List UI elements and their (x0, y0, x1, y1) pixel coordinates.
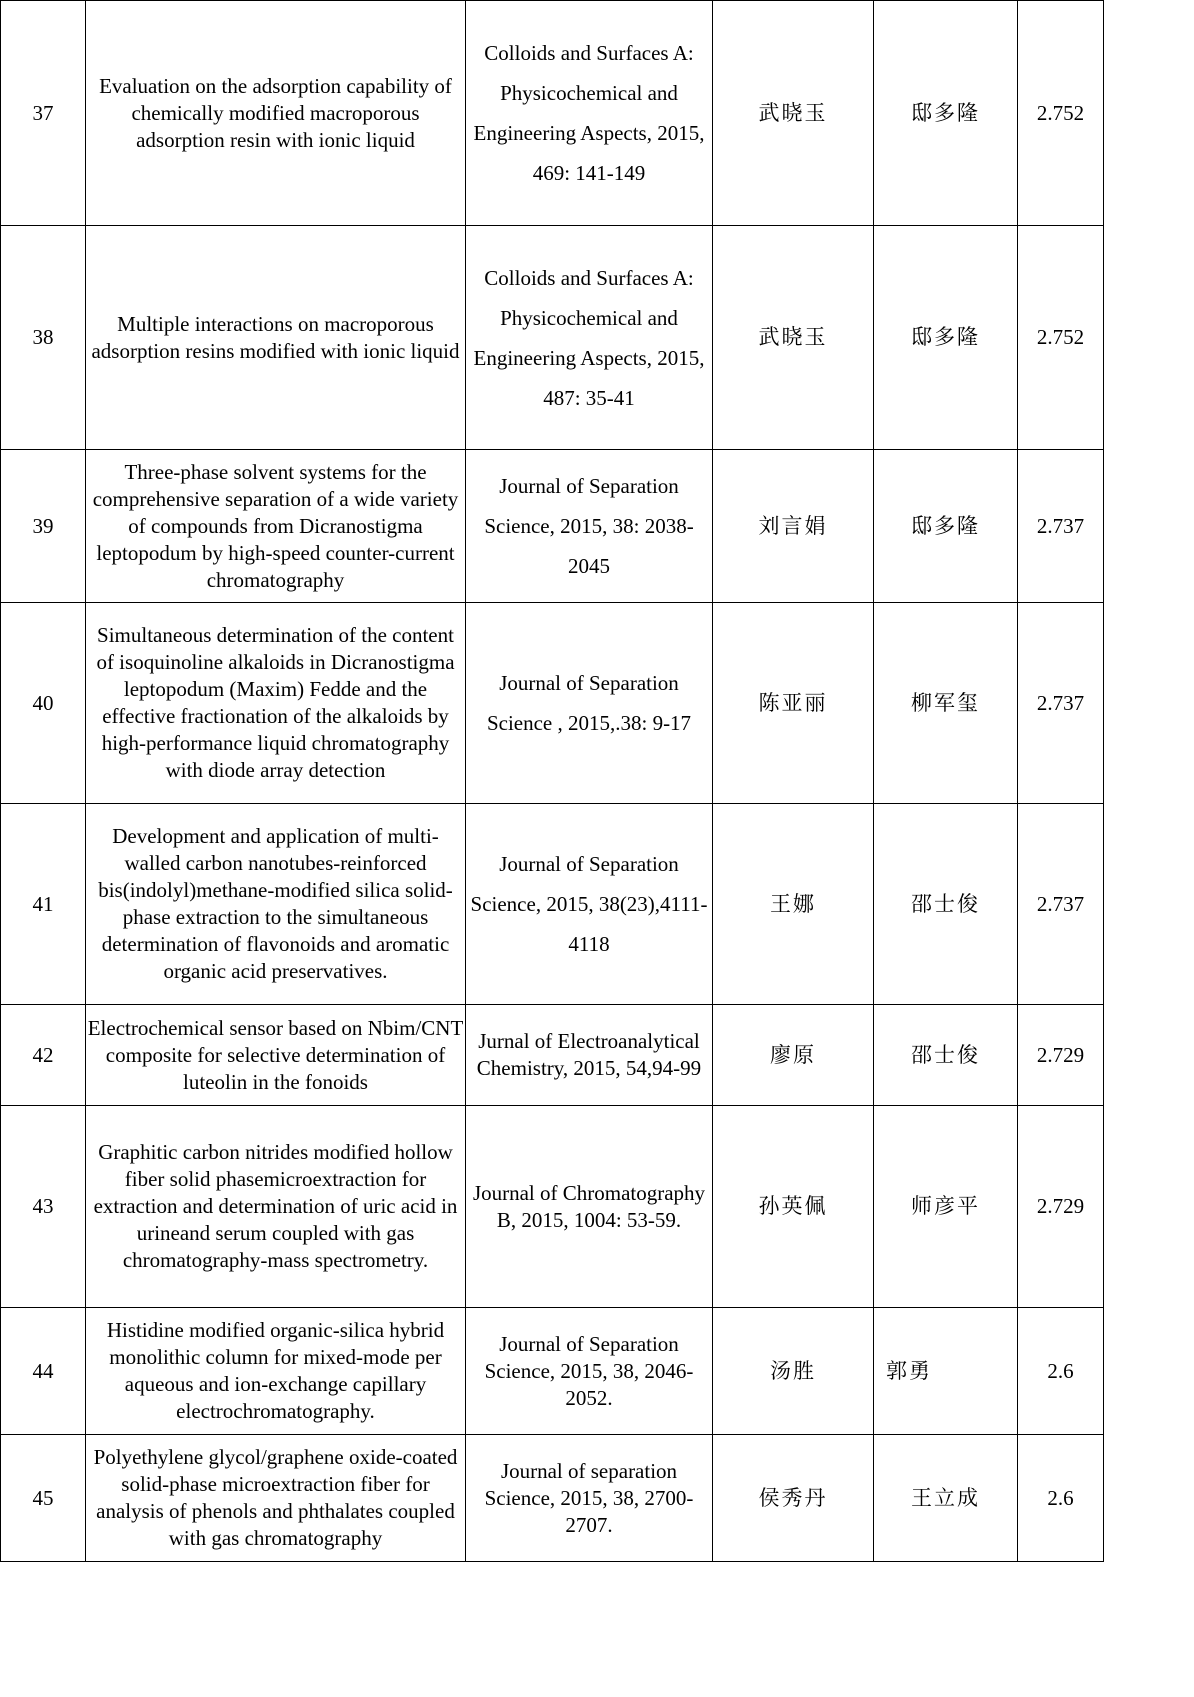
corresponding-author: 邵士俊 (874, 804, 1018, 1005)
corresponding-author: 邸多隆 (874, 1, 1018, 226)
corresponding-author: 邸多隆 (874, 226, 1018, 450)
table-row (1, 226, 1104, 450)
corresponding-author: 王立成 (874, 1435, 1018, 1562)
first-author: 王娜 (713, 804, 874, 1005)
journal-citation: Journal of Separation Science, 2015, 38(23),4111-4118 (466, 804, 713, 1005)
journal-citation: Journal of Chromatography B, 2015, 1004: 53-59. (466, 1106, 713, 1308)
journal-citation: Colloids and Surfaces A: Physicochemical and Engineering Aspects, 2015, 469: 141-149 (466, 1, 713, 226)
first-author: 孙英佩 (713, 1106, 874, 1308)
table-row (1, 1435, 1104, 1562)
corresponding-author: 邵士俊 (874, 1005, 1018, 1106)
impact-factor: 2.752 (1018, 226, 1104, 450)
impact-factor: 2.737 (1018, 450, 1104, 603)
row-number: 45 (1, 1435, 86, 1562)
journal-citation: Jurnal of Electroanalytical Chemistry, 2015, 54,94-99 (466, 1005, 713, 1106)
paper-title: Polyethylene glycol/graphene oxide-coated solid-phase microextraction fiber for analysis of phenols and phthalates coupled with gas chromatography (86, 1435, 466, 1562)
impact-factor: 2.737 (1018, 804, 1104, 1005)
paper-title: Evaluation on the adsorption capability of chemically modified macroporous adsorption resin with ionic liquid (86, 1, 466, 226)
table-row (1, 1, 1104, 226)
first-author: 陈亚丽 (713, 603, 874, 804)
row-number: 44 (1, 1308, 86, 1435)
corresponding-author: 柳军玺 (874, 603, 1018, 804)
corresponding-author: 邸多隆 (874, 450, 1018, 603)
table-row (1, 603, 1104, 804)
journal-citation: Journal of Separation Science, 2015, 38: 2038-2045 (466, 450, 713, 603)
impact-factor: 2.729 (1018, 1106, 1104, 1308)
impact-factor: 2.6 (1018, 1435, 1104, 1562)
first-author: 侯秀丹 (713, 1435, 874, 1562)
journal-citation: Journal of Separation Science , 2015,.38: 9-17 (466, 603, 713, 804)
paper-title: Three-phase solvent systems for the comprehensive separation of a wide variety of compounds from Dicranostigma leptopodum by high-speed counter-current chromatography (86, 450, 466, 603)
corresponding-author: 郭勇 (874, 1308, 1018, 1435)
table-row (1, 450, 1104, 603)
row-number: 39 (1, 450, 86, 603)
journal-citation: Colloids and Surfaces A: Physicochemical and Engineering Aspects, 2015, 487: 35-41 (466, 226, 713, 450)
paper-title: Graphitic carbon nitrides modified hollow fiber solid phasemicroextraction for extraction and determination of uric acid in urineand serum coupled with gas chromatography-mass spectrometry. (86, 1106, 466, 1308)
first-author: 武晓玉 (713, 1, 874, 226)
row-number: 40 (1, 603, 86, 804)
paper-title: Simultaneous determination of the content of isoquinoline alkaloids in Dicranostigma leptopodum (Maxim) Fedde and the effective fractionation of the alkaloids by high-performance liquid chromatography with diode array detection (86, 603, 466, 804)
row-number: 38 (1, 226, 86, 450)
row-number: 41 (1, 804, 86, 1005)
paper-title: Multiple interactions on macroporous adsorption resins modified with ionic liquid (86, 226, 466, 450)
impact-factor: 2.737 (1018, 603, 1104, 804)
journal-citation: Journal of separation Science, 2015, 38, 2700-2707. (466, 1435, 713, 1562)
paper-title: Histidine modified organic-silica hybrid monolithic column for mixed-mode per aqueous and ion-exchange capillary electrochromatography. (86, 1308, 466, 1435)
impact-factor: 2.729 (1018, 1005, 1104, 1106)
paper-title: Development and application of multi-walled carbon nanotubes-reinforced bis(indolyl)methane-modified silica solid-phase extraction to the simultaneous determination of flavonoids and aromatic organic acid preservatives. (86, 804, 466, 1005)
row-number: 37 (1, 1, 86, 226)
table-row (1, 1308, 1104, 1435)
impact-factor: 2.6 (1018, 1308, 1104, 1435)
row-number: 42 (1, 1005, 86, 1106)
first-author: 廖原 (713, 1005, 874, 1106)
corresponding-author: 师彦平 (874, 1106, 1018, 1308)
first-author: 武晓玉 (713, 226, 874, 450)
table-row (1, 804, 1104, 1005)
row-number: 43 (1, 1106, 86, 1308)
table-row (1, 1005, 1104, 1106)
journal-citation: Journal of Separation Science, 2015, 38, 2046-2052. (466, 1308, 713, 1435)
table-row (1, 1106, 1104, 1308)
first-author: 汤胜 (713, 1308, 874, 1435)
first-author: 刘言娟 (713, 450, 874, 603)
paper-title: Electrochemical sensor based on Nbim/CNT composite for selective determination of luteolin in the fonoids (86, 1005, 466, 1106)
impact-factor: 2.752 (1018, 1, 1104, 226)
